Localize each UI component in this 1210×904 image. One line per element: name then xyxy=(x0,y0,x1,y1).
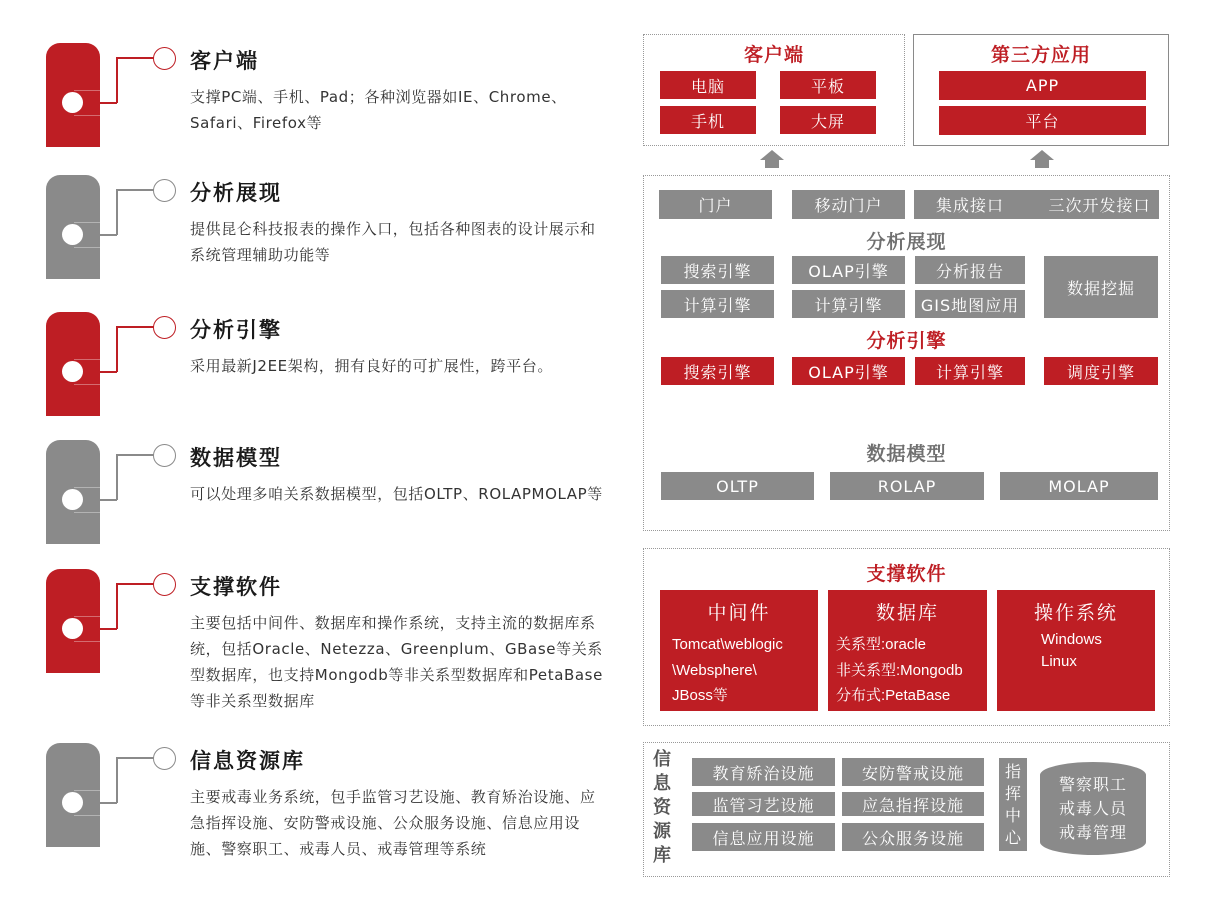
feature-item-client xyxy=(0,43,620,153)
box-secondary-dev-api: 三次开发接口 xyxy=(1040,190,1159,219)
database-title: 数据库 xyxy=(875,602,939,624)
box-search-engine: 搜索引擎 xyxy=(661,256,774,284)
ring-icon xyxy=(153,316,176,339)
third-party-box-app: APP xyxy=(939,71,1146,100)
box-gis-map: GIS地图应用 xyxy=(915,290,1025,318)
tab-marker xyxy=(46,312,100,416)
feature-item-presentation xyxy=(0,175,620,285)
tab-marker xyxy=(46,569,100,673)
box-oltp: OLTP xyxy=(661,472,814,500)
feature-title: 支撑软件 xyxy=(190,575,282,599)
resource-panel xyxy=(643,742,1170,877)
os-title: 操作系统 xyxy=(1033,602,1118,624)
box-molap: MOLAP xyxy=(1000,472,1158,500)
support-box-middleware xyxy=(660,590,818,711)
box-mobile-portal: 移动门户 xyxy=(792,190,905,219)
support-box-database xyxy=(828,590,987,711)
middleware-line: Tomcat\weblogic xyxy=(672,636,783,653)
feature-description: 提供昆仑科技报表的操作入口，包括各种图表的设计展示和系统管理辅助功能等 xyxy=(190,220,596,264)
box-compute-engine-2: 计算引擎 xyxy=(792,290,905,318)
client-box-tablet: 平板 xyxy=(780,71,876,99)
tab-marker xyxy=(46,43,100,147)
box-engine-search: 搜索引擎 xyxy=(661,357,774,385)
box-engine-olap: OLAP引擎 xyxy=(792,357,905,385)
feature-title: 分析引擎 xyxy=(190,318,282,342)
box-integration-api: 集成接口 xyxy=(914,190,1040,219)
os-line: Windows xyxy=(1041,631,1102,648)
support-title: 支撑软件 xyxy=(866,563,947,585)
box-security-facility: 安防警戒设施 xyxy=(842,758,984,786)
box-compute-engine: 计算引擎 xyxy=(661,290,774,318)
os-line: Linux xyxy=(1041,653,1077,670)
box-rolap: ROLAP xyxy=(830,472,984,500)
model-title: 数据模型 xyxy=(866,443,947,465)
dot-icon xyxy=(62,618,83,639)
box-data-mining: 数据挖掘 xyxy=(1044,256,1158,318)
box-olap-engine: OLAP引擎 xyxy=(792,256,905,284)
tab-marker xyxy=(46,175,100,279)
database-line: 关系型:oracle xyxy=(836,636,927,653)
third-party-box-platform: 平台 xyxy=(939,106,1146,135)
feature-description: 采用最新J2EE架构，拥有良好的可扩展性，跨平台。 xyxy=(190,357,553,375)
database-line: 非关系型:Mongodb xyxy=(836,661,963,679)
middleware-line: \Websphere\ xyxy=(672,661,757,679)
middleware-title: 中间件 xyxy=(707,602,771,624)
feature-title: 客户端 xyxy=(190,49,259,73)
tab-marker xyxy=(46,440,100,544)
support-panel xyxy=(643,548,1170,726)
client-title: 客户端 xyxy=(743,44,804,66)
ring-icon xyxy=(153,573,176,596)
box-engine-schedule: 调度引擎 xyxy=(1044,357,1158,385)
dot-icon xyxy=(62,792,83,813)
feature-description: 主要戒毒业务系统，包手监管习艺设施、教育矫治设施、应急指挥设施、安防警戒设施、公众服务设施、信息应用设施、警察职工、戒毒人员、戒毒管理等系统 xyxy=(190,788,596,858)
feature-title: 数据模型 xyxy=(190,446,282,470)
feature-item-resource xyxy=(0,743,620,858)
client-box-phone: 手机 xyxy=(660,106,756,134)
client-box-pc: 电脑 xyxy=(660,71,756,99)
box-education-facility: 教育矫治设施 xyxy=(692,758,835,786)
dot-icon xyxy=(62,489,83,510)
client-panel xyxy=(643,34,905,146)
dot-icon xyxy=(62,224,83,245)
box-info-app-facility: 信息应用设施 xyxy=(692,823,835,851)
tab-marker xyxy=(46,743,100,847)
feature-item-engine xyxy=(0,312,620,422)
engine-title: 分析引擎 xyxy=(866,330,947,352)
resource-label: 信 息 资 源 库 xyxy=(653,749,671,866)
ring-icon xyxy=(153,747,176,770)
feature-item-data-model xyxy=(0,440,620,550)
database-cylinder-icon: 警察职工 戒毒人员 戒毒管理 xyxy=(1040,762,1146,855)
dot-icon xyxy=(62,361,83,382)
feature-description: 可以处理多咱关系数据模型，包括OLTP、ROLAPMOLAP等 xyxy=(190,485,603,503)
middleware-line: JBoss等 xyxy=(672,687,728,704)
feature-description: 主要包括中间件、数据库和操作系统，支持主流的数据库系统，包括Oracle、Netezza、Greenplum、GBase等关系型数据库，也支持Mongodb等非关系型数据库和PetaBase等非关系型数据库 xyxy=(190,614,603,710)
ring-icon xyxy=(153,179,176,202)
box-emergency-facility: 应急指挥设施 xyxy=(842,792,984,816)
arrow-up-icon xyxy=(1030,150,1054,170)
box-portal: 门户 xyxy=(659,190,772,219)
box-public-service-facility: 公众服务设施 xyxy=(842,823,984,851)
third-party-panel xyxy=(913,34,1169,146)
feature-description: 支撑PC端、手机、Pad；各种浏览器如IE、Chrome、Safari、Firefox等 xyxy=(190,88,567,132)
dot-icon xyxy=(62,92,83,113)
feature-title: 信息资源库 xyxy=(190,749,305,773)
ring-icon xyxy=(153,47,176,70)
box-engine-compute: 计算引擎 xyxy=(915,357,1025,385)
ring-icon xyxy=(153,444,176,467)
box-supervision-facility: 监管习艺设施 xyxy=(692,792,835,816)
database-line: 分布式:PetaBase xyxy=(836,687,951,704)
support-box-os xyxy=(997,590,1155,711)
arrow-up-icon xyxy=(760,150,784,170)
box-analysis-report: 分析报告 xyxy=(915,256,1025,284)
box-command-center: 指 挥 中 心 xyxy=(999,758,1027,851)
third-party-title: 第三方应用 xyxy=(990,44,1091,66)
presentation-title: 分析展现 xyxy=(866,231,947,253)
analysis-panel xyxy=(643,175,1170,531)
feature-title: 分析展现 xyxy=(190,181,282,205)
feature-item-support xyxy=(0,569,620,710)
client-box-bigscreen: 大屏 xyxy=(780,106,876,134)
